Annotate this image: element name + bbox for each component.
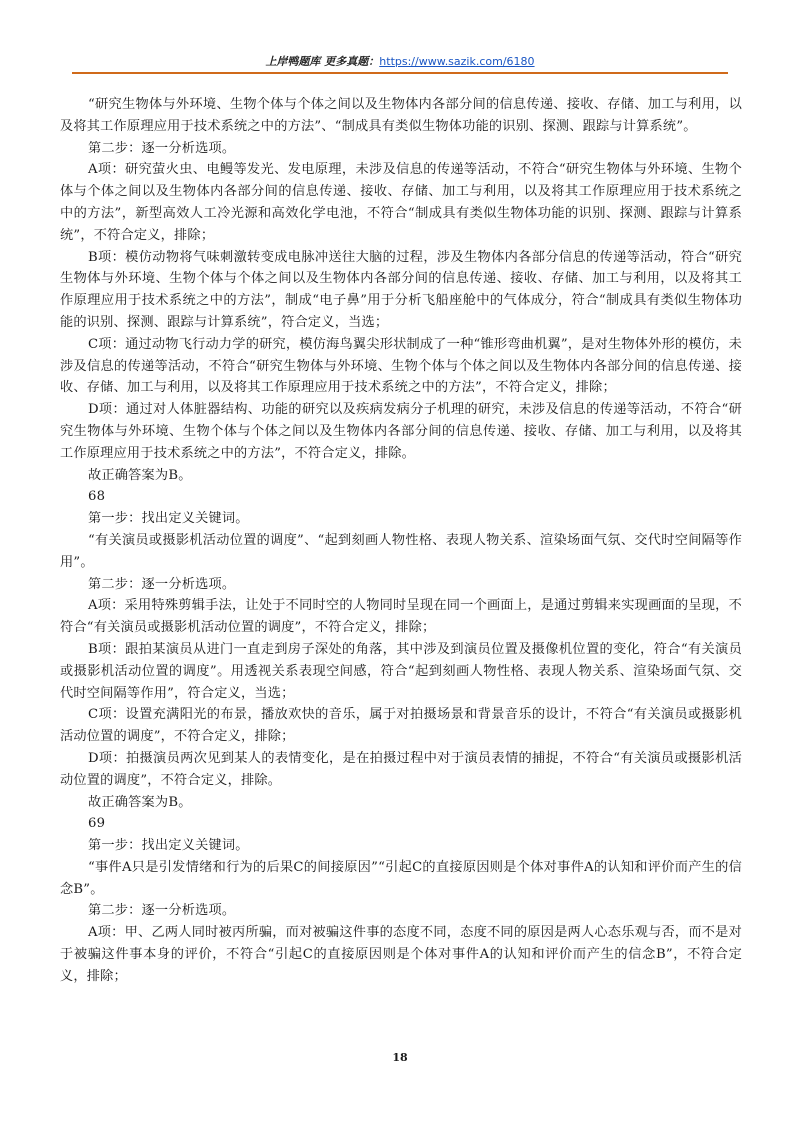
paragraph: 故正确答案为B。 <box>88 467 192 483</box>
paragraph: A项：研究萤火虫、电鳗等发光、发电原理，未涉及信息的传递等活动，不符合“研究生物体与外环境、生物个体与个体之间以及生物体内各部分间的信息传递、接收、存储、加工与利用，以及将其工作原理应用于技术系统之中的方法”，新型高效人工冷光源和高效化学电池，不符合“制成具有类似生物体功能的识别、探测、跟踪与计算系统”，不符合定义，排除； <box>60 162 742 243</box>
question-number: 68 <box>88 489 106 505</box>
page-number: 18 <box>392 1051 408 1064</box>
paragraph: “研究生物体与外环境、生物个体与个体之间以及生物体内各部分间的信息传递、接收、存储、加工与利用，以及将其工作原理应用于技术系统之中的方法”、“制成具有类似生物体功能的识别、探测、跟踪与计算系统”。 <box>60 97 742 134</box>
paragraph: B项：模仿动物将气味刺激转变成电脉冲送往大脑的过程，涉及生物体内各部分信息的传递等活动，符合“研究生物体与外环境、生物个体与个体之间以及生物体内各部分间的信息传递、接收、存储、加工与利用，以及将其工作原理应用于技术系统之中的方法”，制成“电子鼻”用于分析飞船座舱中的气体成分，符合“制成具有类似生物体功能的识别、探测、跟踪与计算系统”，符合定义，当选； <box>60 249 742 330</box>
page-header <box>72 55 728 69</box>
paragraph: B项：跟拍某演员从进门一直走到房子深处的角落，其中涉及到演员位置及摄像机位置的变化，符合“有关演员或摄影机活动位置的调度”。用透视关系表现空间感，符合“起到刻画人物性格、表现人物关系、渲染场面气氛、交代时空间隔等作用”，符合定义，当选； <box>60 641 742 701</box>
paragraph: 第二步：逐一分析选项。 <box>88 903 236 919</box>
document-body <box>60 94 742 988</box>
paragraph: “事件A只是引发情绪和行为的后果C的间接原因”“引起C的直接原因则是个体对事件A的认知和评价而产生的信念B”。 <box>60 859 742 897</box>
header-label: 上岸鸭题库 更多真题： <box>265 55 380 68</box>
question-number: 69 <box>88 816 106 832</box>
paragraph: A项：采用特殊剪辑手法，让处于不同时空的人物同时呈现在同一个画面上，是通过剪辑来实现画面的呈现，不符合“有关演员或摄影机活动位置的调度”，不符合定义，排除； <box>60 598 742 636</box>
paragraph: A项：甲、乙两人同时被丙所骗，而对被骗这件事的态度不同，态度不同的原因是两人心态乐观与否，而不是对于被骗这件事本身的评价，不符合“引起C的直接原因则是个体对事件A的认知和评价而产生的信念B”，不符合定义，排除； <box>60 925 742 984</box>
paragraph: 第二步：逐一分析选项。 <box>88 140 236 156</box>
paragraph: C项：通过动物飞行动力学的研究，模仿海鸟翼尖形状制成了一种“锥形弯曲机翼”，是对生物体外形的模仿，未涉及信息的传递等活动，不符合“研究生物体与外环境、生物个体与个体之间以及生物体内各部分间的信息传递、接收、存储、加工与利用，以及将其工作原理应用于技术系统之中的方法”，不符合定义，排除； <box>60 336 742 396</box>
paragraph: 故正确答案为B。 <box>88 794 192 810</box>
paragraph: 第一步：找出定义关键词。 <box>88 511 249 527</box>
paragraph: 第一步：找出定义关键词。 <box>88 838 249 854</box>
paragraph: D项：通过对人体脏器结构、功能的研究以及疾病发病分子机理的研究，未涉及信息的传递等活动，不符合“研究生物体与外环境、生物个体与个体之间以及生物体内各部分间的信息传递、接收、存储、加工与利用，以及将其工作原理应用于技术系统之中的方法”，不符合定义，排除。 <box>60 402 742 461</box>
paragraph: D项：拍摄演员两次见到某人的表情变化，是在拍摄过程中对于演员表情的捕捉，不符合“有关演员或摄影机活动位置的调度”，不符合定义，排除。 <box>60 750 742 788</box>
header-link[interactable]: https://www.sazik.com/6180 <box>379 55 535 68</box>
header-divider <box>72 72 728 74</box>
paragraph: “有关演员或摄影机活动位置的调度”、“起到刻画人物性格、表现人物关系、渲染场面气氛、交代时空间隔等作用”。 <box>60 532 742 570</box>
paragraph: 第二步：逐一分析选项。 <box>88 576 236 592</box>
paragraph: C项：设置充满阳光的布景，播放欢快的音乐，属于对拍摄场景和背景音乐的设计，不符合“有关演员或摄影机活动位置的调度”，不符合定义，排除； <box>60 707 742 745</box>
